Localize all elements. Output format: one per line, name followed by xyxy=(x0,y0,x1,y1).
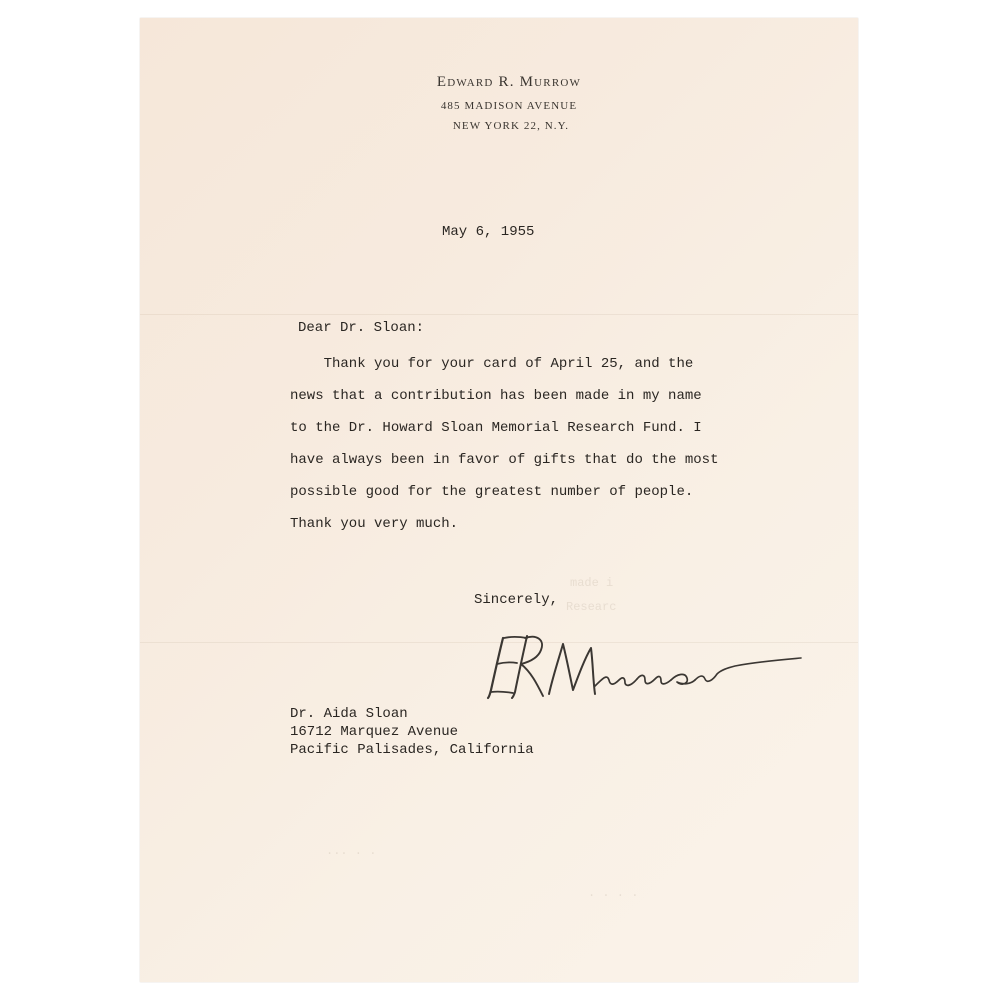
show-through-text: ... . . xyxy=(326,844,377,858)
body-line: to the Dr. Howard Sloan Memorial Research Fund. I xyxy=(290,420,702,436)
body-line: Thank you very much. xyxy=(290,516,459,532)
recipient-city: Pacific Palisades, California xyxy=(290,742,534,758)
show-through-text: . . . . xyxy=(588,886,639,900)
letterhead-name: Edward R. Murrow xyxy=(436,74,582,90)
salutation: Dear Dr. Sloan: xyxy=(298,320,425,336)
recipient-name: Dr. Aida Sloan xyxy=(290,706,408,722)
body-line: Thank you for your card of April 25, and the xyxy=(290,356,694,372)
body-line: have always been in favor of gifts that do the most xyxy=(290,452,719,468)
show-through-text: made i xyxy=(570,576,614,590)
closing: Sincerely, xyxy=(474,592,559,608)
fold-crease xyxy=(140,314,858,315)
letterhead-address-street: 485 MADISON AVENUE xyxy=(440,100,578,112)
handwritten-signature xyxy=(455,630,815,710)
body-line: news that a contribution has been made in my name xyxy=(290,388,702,404)
recipient-street: 16712 Marquez Avenue xyxy=(290,724,459,740)
show-through-text: Researc xyxy=(566,600,617,614)
letterhead-address-city: NEW YORK 22, N.Y. xyxy=(452,120,570,132)
letter-date: May 6, 1955 xyxy=(442,224,535,240)
body-line: possible good for the greatest number of people. xyxy=(290,484,694,500)
letter-page xyxy=(140,18,858,982)
